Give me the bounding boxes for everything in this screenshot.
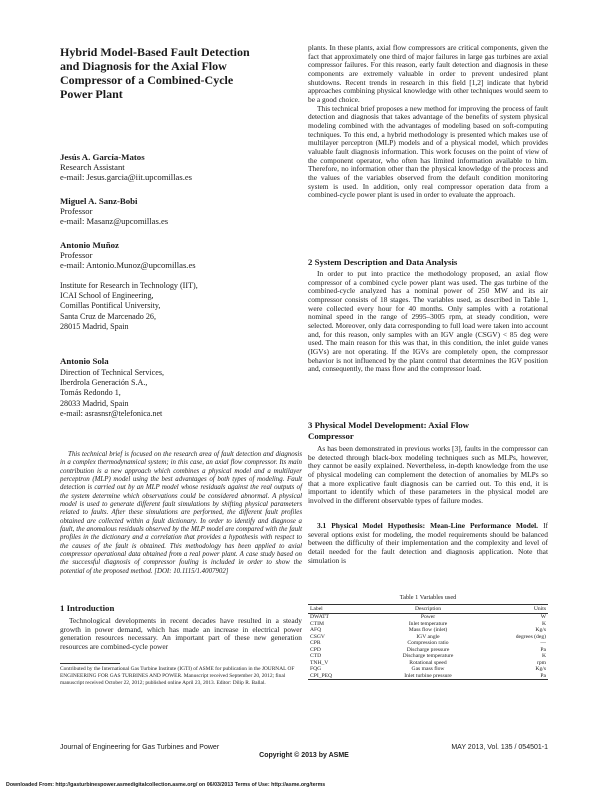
heading-line: Compressor [308,431,354,441]
author-role: Professor [60,250,93,261]
table-caption: Table 1 Variables used [399,594,457,601]
author-name: Antonio Sola [60,356,109,366]
table-cell: Kg/s [535,666,546,673]
paper-title [60,45,302,101]
author-role: Research Assistant [60,162,125,173]
paragraph: As has been demonstrated in previous works [3], faults in the compressor can be detected through black-box modeling techniques such as MLPs, however, they cannot be easily explained. Nevertheless, in-depth knowledge from the use of physical modeling can complement the detection of anomalies by MLPs so that a more explicative fault diagnosis can be carried out. To this end, it is important to identify which of these parameters in the physical model are involved in the different observable types of failure modes. [308,444,548,505]
affiliation-line: Tomás Redondo 1, [60,388,121,398]
paragraph: In order to put into practice the methodology proposed, an axial flow compressor of a combined cycle power plant was used. The gas turbine of the combined-cycle analyzed has a nominal power of 250 MW and its air compressor consists of 18 stages. The variables used, as described in Table 1, were collected every hour for 40 months. Only samples with a rotational nominal speed in the range of 2995–3005 rpm, at steady condition, were selected. Moreover, only data corresponding to full load were taken into account and, for this reason, only samples with an IGV angle (CSGV) < 85 deg were used. The main reason for this was that, in this condition, the inlet guide vanes (IGVs) are not operating. If the IGVs are completely open, the compressor behavior is not influenced by the plant control that determines the IGV position and, consequently, the mass flow and the compressor load. [308,269,548,374]
table-cell: — [540,640,546,647]
table-cell: CPR [310,640,321,647]
paragraph-text: If several options exist for modeling, the model requirements should be balanced between the difficulty of their implementation and the complexity and level of detail needed for the fault detection and diagnosis application. Note that simulation is [308,521,548,565]
body-text [308,445,548,506]
footnote-text: Contributed by the International Gas Turbine Institute (IGTI) of ASME for publication in the JOURNAL OF ENGINEERING FOR GAS TURBINES AND POWER. Manuscript received September 20, 2012; final manuscript received October 22, 2012; published online April 23, 2013. Editor: Dilip R. Ballal. [60,666,295,686]
table-cell: CPI_PEQ [308,673,362,680]
author-role: Professor [60,206,93,217]
table-cell: Inlet turbine pressure [362,673,494,680]
author-name: Antonio Muñoz [60,240,119,250]
table-cell: W [540,614,546,621]
author-block [60,196,302,227]
table-cell: TNH_V [310,659,329,666]
table-cell: CPD [310,646,321,653]
table-cell: rpm [536,659,546,666]
affiliation-block [60,368,302,419]
paragraph: plants. In these plants, axial flow compressors are critical components, given the fact that approximately one third of major failures in large gas turbines are axial compressor failures. For this reason, early fault detection and diagnosis in these components are extremely valuable in order to prevent undesired plant shutdowns. Recent trends in research in this field [1,2] indicate that hybrid approaches combining physical knowledge with other techniques would seem to be a good choice. [308,43,548,104]
table-cell: Discharge pressure [406,646,450,653]
table-header: Label [308,605,362,614]
table-cell: Pa [494,673,548,680]
author-block [60,152,302,183]
author-email[interactable]: e-mail: Jesus.garcia@iit.upcomillas.es [60,172,193,183]
table-header-row [308,605,548,614]
table-cell: Kg/s [535,627,546,634]
title-line: and Diagnosis for the Axial Flow [60,59,227,73]
body-text [308,270,548,374]
body-text [308,522,548,565]
author-email[interactable]: e-mail: asrasnsr@telefonica.net [60,408,163,418]
affiliation-line: Institute for Research in Technology (IIT), [60,281,198,290]
table-cell: Compression ratio [407,640,449,647]
paragraph: This technical brief proposes a new method for improving the process of fault detection and diagnosis that takes advantage of the benefits of system physical modeling combined with the advantages of modeling based on soft-computing techniques. To this end, a hybrid methodology is presented which makes use of multilayer perceptron (MLP) models and of a physical model, which provides valuable fault diagnosis information. This work focuses on the point of view of the component operator, who often has limited information available to him. Therefore, no information other than the physical knowledge of the process and the values of the variables observed from the default condition monitoring system is used. In addition, only real compressor operation data from a combined-cycle power plant is used in order to evaluate the approach. [308,103,548,200]
affiliation-line: Direction of Technical Services, [60,368,165,377]
table-cell: CTD [310,653,322,660]
title-line: Power Plant [60,87,123,101]
footer-row [60,744,548,751]
author-email[interactable]: e-mail: Antonio.Munoz@upcomillas.es [60,260,196,271]
table-cell: AFQ [310,627,322,634]
table-cell: Discharge temperature [402,653,454,660]
table-cell: K [541,620,546,627]
abstract-text: This technical brief is focused on the research area of fault detection and diagnosis in a complex thermodynamical system; in this case, an axial flow compressor. Its main contribution is a new approach which combines a physical model and a multilayer perceptron (MLP) model using the best advantages of both types of modeling. Fault detection is carried out by an MLP model whose residuals against the real outputs of the system determine which observations could be considered abnormal. A physical model is used to generate different fault simulations by shifting physical parameters related to faults. After these simulations are performed, the different fault profiles obtained are collected within a fault dictionary. In order to identify and diagnose a fault, the anomalous residuals observed by the MLP model are compared with the fault profiles in the dictionary and a correlation that provides a hypothesis with respect to the causes of the fault is obtained. This methodology has been applied to axial compressor operational data obtained from a real power plant. A case study based on the successful diagnosis of compressor fouling is included in order to show the potential of the proposed method. [DOI: 10.1115/1.4007902] [60,451,302,575]
journal-name: Journal of Engineering for Gas Turbines and Power [60,744,220,751]
table-cell: FQG [310,666,322,673]
table-row [308,614,548,621]
section-heading: 1 Introduction [60,603,115,613]
table-cell: IGV angle [416,633,440,640]
table-cell: CTIM [310,620,324,627]
affiliation-line: 28015 Madrid, Spain [60,321,129,331]
author-email[interactable]: e-mail: Masanz@upcomillas.es [60,216,169,227]
paragraph [308,522,548,565]
table-cell: DWATT [310,614,329,621]
affiliation-line: 28033 Madrid, Spain [60,398,129,408]
variables-table [308,604,548,680]
affiliation-line: Comillas Pontifical University, [60,301,161,311]
table-cell: degrees (deg) [515,633,546,640]
table-cell: Pa [540,646,546,653]
section-heading [308,420,548,442]
author-name: Jesús A. García-Matos [60,152,145,162]
download-notice[interactable]: Downloaded From: http://gasturbinespower.asmedigitalcollection.asme.org/ on 06/03/2013 Terms of Use: http://asme.org/terms [6,782,326,788]
author-block [60,356,302,366]
author-name: Miguel A. Sanz-Bobi [60,196,138,206]
footnote-divider [60,663,120,664]
table-header: Units [494,605,548,614]
table-header: Description [362,605,494,614]
table-cell: Inlet temperature [408,620,448,627]
affiliation-line: ICAI School of Engineering, [60,291,154,301]
affiliation-line: Iberdrola Generación S.A., [60,378,148,388]
body-text [60,617,302,652]
table-cell: Rotational speed [409,659,447,666]
footnote [60,666,302,687]
copyright: Copyright © 2013 by ASME [259,752,349,759]
affiliation-block [60,281,302,332]
title-line: Hybrid Model-Based Fault Detection [60,45,250,59]
table-cell: CSGV [310,633,325,640]
journal-footer [60,744,548,759]
title-line: Compressor of a Combined-Cycle [60,73,234,87]
subsection-heading: 3.1 Physical Model Hypothesis: Mean-Line Performance Model. [317,521,539,530]
section-heading: 2 System Description and Data Analysis [308,257,458,267]
table-row [308,673,548,680]
body-text [308,44,548,200]
issue-info: MAY 2013, Vol. 135 / 054501-1 [451,744,548,751]
table-cell: Mass flow (inlet) [408,627,448,634]
table-cell: K [541,653,546,660]
paragraph: Technological developments in recent decades have resulted in a steady growth in power demand, which has made an increase in electrical power generation resources necessary. An important part of these new generation resources are combined-cycle power [60,616,302,651]
heading-line: 3 Physical Model Development: Axial Flow [308,420,470,430]
table-cell: Gas mass flow [411,666,445,673]
table-cell: Power [420,614,436,621]
author-block [60,240,302,271]
affiliation-line: Santa Cruz de Marcenado 26, [60,311,156,321]
abstract [60,451,302,576]
